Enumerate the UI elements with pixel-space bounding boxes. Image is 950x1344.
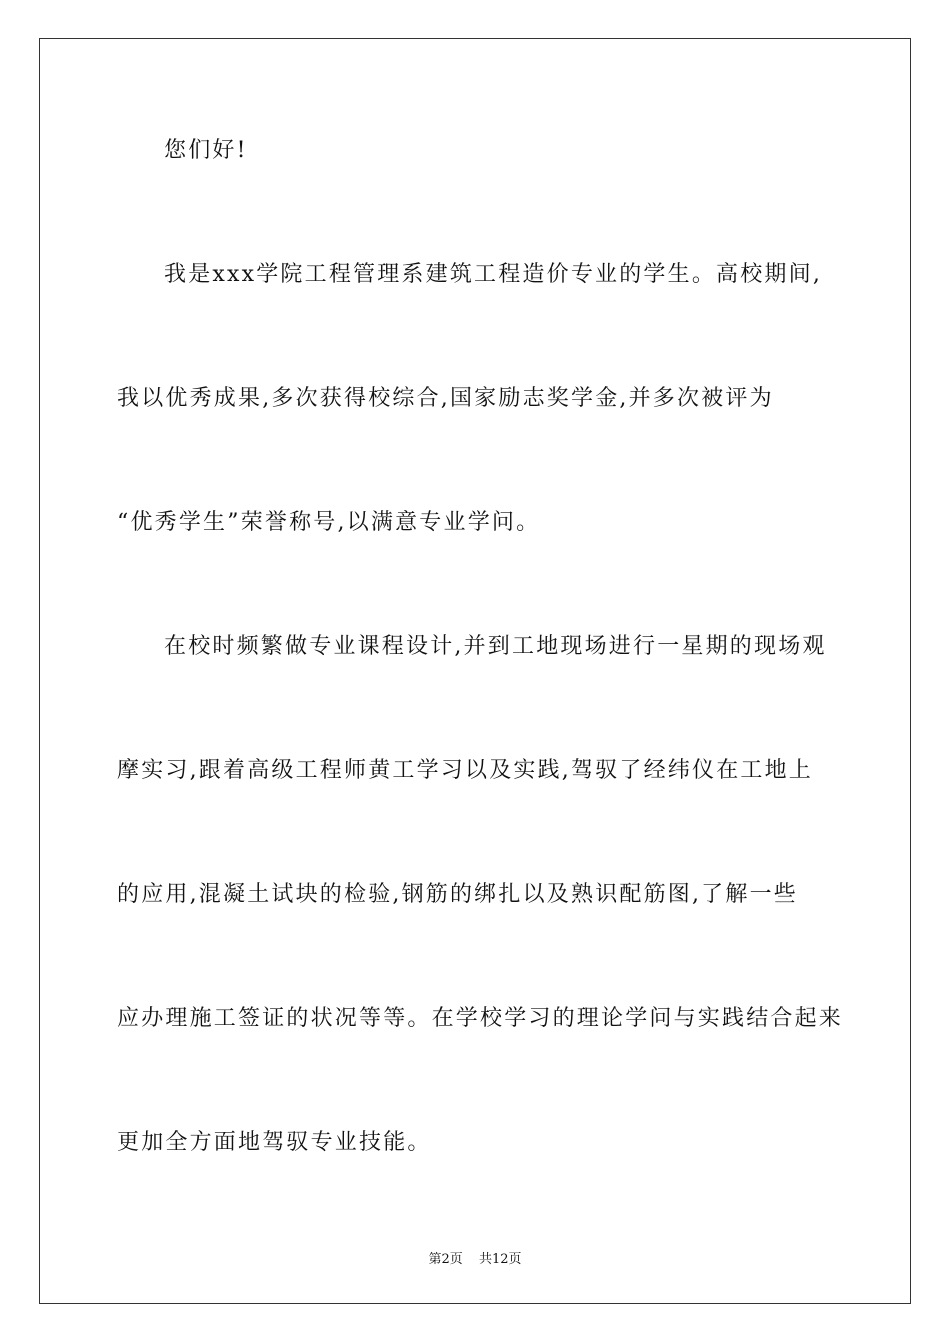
page-footer [0, 1248, 950, 1267]
page-frame [39, 38, 911, 1304]
paragraph-2-line-5: 更加全方面地驾驭专业技能。 [117, 1130, 432, 1155]
greeting-line: 您们好! [164, 138, 248, 163]
paragraph-1-line-2: 我以优秀成果,多次获得校综合,国家励志奖学金,并多次被评为 [117, 386, 774, 411]
page-number: 第2页 [428, 1252, 463, 1267]
paragraph-1-line-3: “优秀学生”荣誉称号,以满意专业学问。 [117, 510, 541, 535]
paragraph-1-line-1: 我是xxx学院工程管理系建筑工程造价专业的学生。高校期间, [164, 262, 823, 287]
paragraph-2-line-2: 摩实习,跟着高级工程师黄工学习以及实践,驾驭了经纬仪在工地上 [117, 758, 813, 783]
paragraph-2-line-4: 应办理施工签证的状况等等。在学校学习的理论学问与实践结合起来 [117, 1006, 844, 1031]
paragraph-2-line-3: 的应用,混凝土试块的检验,钢筋的绑扎以及熟识配筋图,了解一些 [117, 882, 798, 907]
page-total: 共12页 [478, 1252, 522, 1267]
paragraph-2-line-1: 在校时频繁做专业课程设计,并到工地现场进行一星期的现场观 [164, 634, 827, 659]
